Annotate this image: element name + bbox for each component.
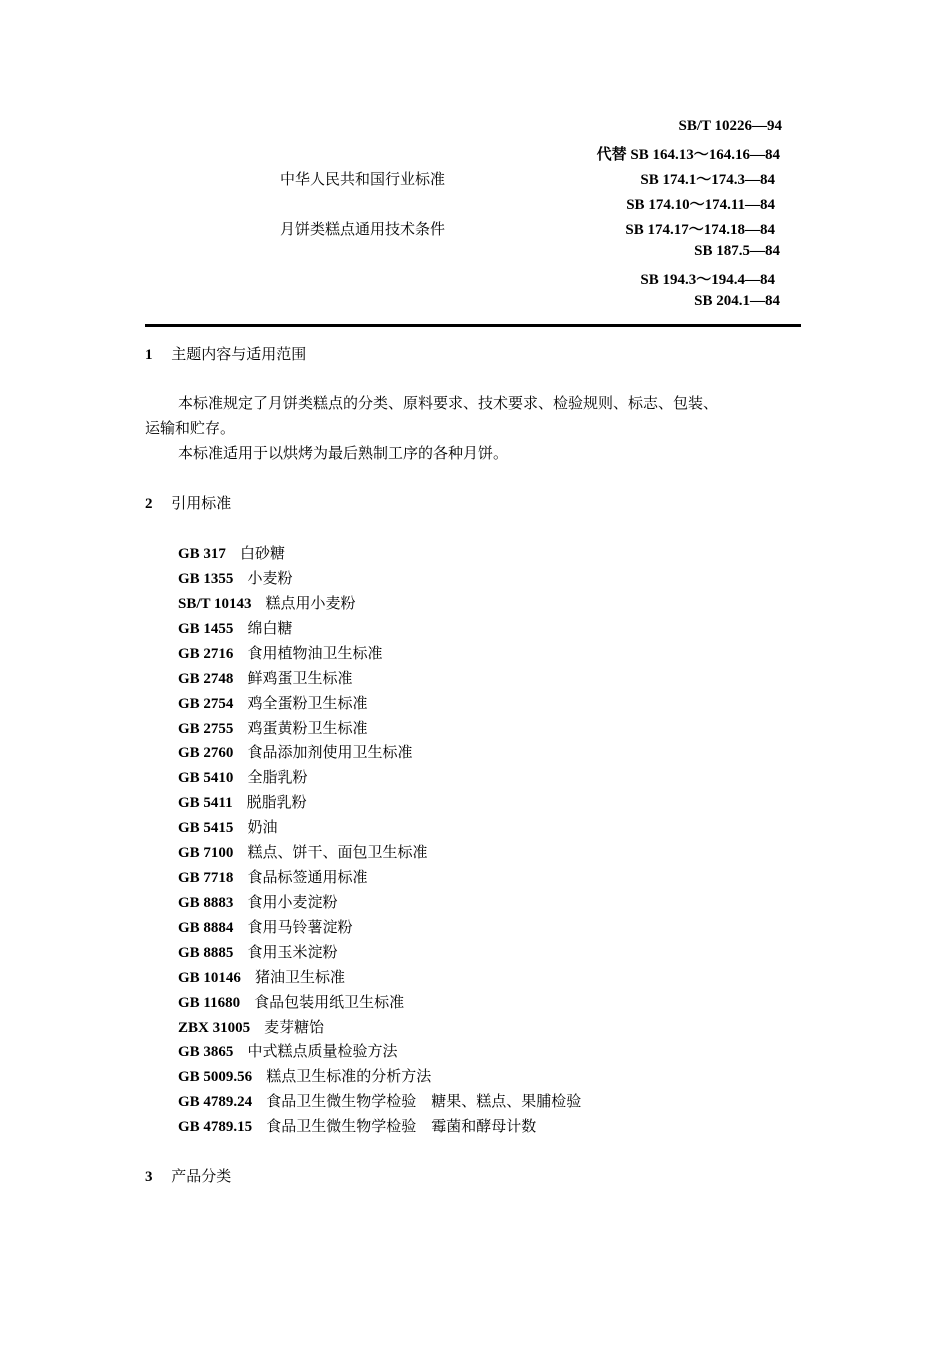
reference-name: 食品包装用纸卫生标准 [254,993,405,1011]
reference-name: 脱脂乳粉 [246,793,307,811]
section-title: 主题内容与适用范围 [171,345,307,363]
reference-item [178,866,367,887]
reference-code: GB 1355 [178,571,234,587]
reference-item [178,567,292,588]
section-number: 2 [145,496,153,512]
standard-code: SB 174.1～174.3—84 [640,172,775,188]
reference-item [178,741,412,762]
standard-code: SB 174.17～174.18—84 [625,222,775,238]
reference-code: GB 2755 [178,721,234,737]
reference-item [178,766,307,787]
standard-code: 代替 SB 164.13～164.16—84 [596,147,780,163]
document-title: 月饼类糕点通用技术条件 [280,220,446,238]
document-category: 中华人民共和国行业标准 [280,170,446,188]
reference-name: 猪油卫生标准 [254,968,345,986]
reference-item [178,1090,581,1111]
reference-name: 全脂乳粉 [247,768,308,786]
reference-name: 中式糕点质量检验方法 [247,1042,398,1060]
reference-name: 食用植物油卫生标准 [247,644,383,662]
reference-code: GB 7718 [178,870,234,886]
reference-item [178,717,367,738]
reference-code: GB 10146 [178,970,241,986]
section-title: 引用标准 [171,494,232,512]
header-divider [145,324,801,327]
reference-code: GB 4789.24 [178,1094,253,1110]
reference-name: 鸡全蛋粉卫生标准 [247,694,368,712]
reference-name: 奶油 [247,818,278,836]
reference-name: 白砂糖 [239,544,285,562]
reference-code: ZBX 31005 [178,1020,251,1036]
reference-item [178,592,356,613]
reference-code: GB 317 [178,546,226,562]
standard-code: SB 174.10～174.11—84 [626,197,775,213]
reference-name: 食用马铃薯淀粉 [247,918,353,936]
reference-name: 食用小麦淀粉 [247,893,338,911]
reference-name: 糕点、饼干、面包卫生标准 [247,843,428,861]
reference-name: 绵白糖 [247,619,293,637]
standard-code: SB 187.5—84 [694,243,780,259]
reference-code: GB 7100 [178,845,234,861]
standard-code: SB/T 10226—94 [678,118,782,134]
reference-code: GB 2760 [178,745,234,761]
paragraph: 本标准适用于以烘烤为最后熟制工序的各种月饼。 [178,444,509,462]
section-heading [145,1165,231,1186]
reference-item [178,1115,536,1136]
reference-code: GB 1455 [178,621,234,637]
reference-item [178,542,285,563]
reference-name: 食品卫生微生物学检验 霉菌和酵母计数 [266,1117,537,1135]
reference-code: GB 8885 [178,945,234,961]
reference-code: GB 11680 [178,995,241,1011]
reference-item [178,991,404,1012]
reference-item [178,692,367,713]
reference-code: GB 5415 [178,820,234,836]
reference-code: GB 3865 [178,1044,234,1060]
reference-name: 糕点卫生标准的分析方法 [266,1067,432,1085]
reference-code: GB 5411 [178,795,233,811]
reference-code: GB 8884 [178,920,234,936]
paragraph-line: 本标准规定了月饼类糕点的分类、原料要求、技术要求、检验规则、标志、包装、 [178,394,719,412]
reference-item [178,841,427,862]
reference-name: 食品卫生微生物学检验 糖果、糕点、果脯检验 [266,1092,582,1110]
reference-name: 食用玉米淀粉 [247,943,338,961]
reference-name: 食品添加剂使用卫生标准 [247,743,413,761]
reference-name: 鲜鸡蛋卫生标准 [247,669,353,687]
reference-code: SB/T 10143 [178,596,252,612]
reference-name: 麦芽糖饴 [264,1018,325,1036]
reference-item [178,966,345,987]
reference-code: GB 2748 [178,671,234,687]
reference-item [178,791,307,812]
section-heading [145,492,231,513]
section-heading [145,343,306,364]
reference-code: GB 2754 [178,696,234,712]
reference-item [178,941,337,962]
section-number: 3 [145,1169,153,1185]
reference-name: 糕点用小麦粉 [265,594,356,612]
reference-name: 鸡蛋黄粉卫生标准 [247,719,368,737]
reference-code: GB 5009.56 [178,1069,253,1085]
standard-code: SB 204.1—84 [694,293,780,309]
reference-item [178,642,382,663]
reference-code: GB 4789.15 [178,1119,253,1135]
paragraph-line: 运输和贮存。 [145,419,236,437]
reference-name: 食品标签通用标准 [247,868,368,886]
reference-item [178,916,352,937]
reference-item [178,667,352,688]
reference-code: GB 2716 [178,646,234,662]
reference-code: GB 8883 [178,895,234,911]
reference-code: GB 5410 [178,770,234,786]
reference-item [178,1065,431,1086]
reference-item [178,816,277,837]
reference-item [178,1016,324,1037]
reference-item [178,1040,397,1061]
section-title: 产品分类 [171,1167,232,1185]
reference-name: 小麦粉 [247,569,293,587]
standard-code: SB 194.3～194.4—84 [640,272,775,288]
reference-item [178,891,337,912]
reference-item [178,617,292,638]
section-number: 1 [145,347,153,363]
